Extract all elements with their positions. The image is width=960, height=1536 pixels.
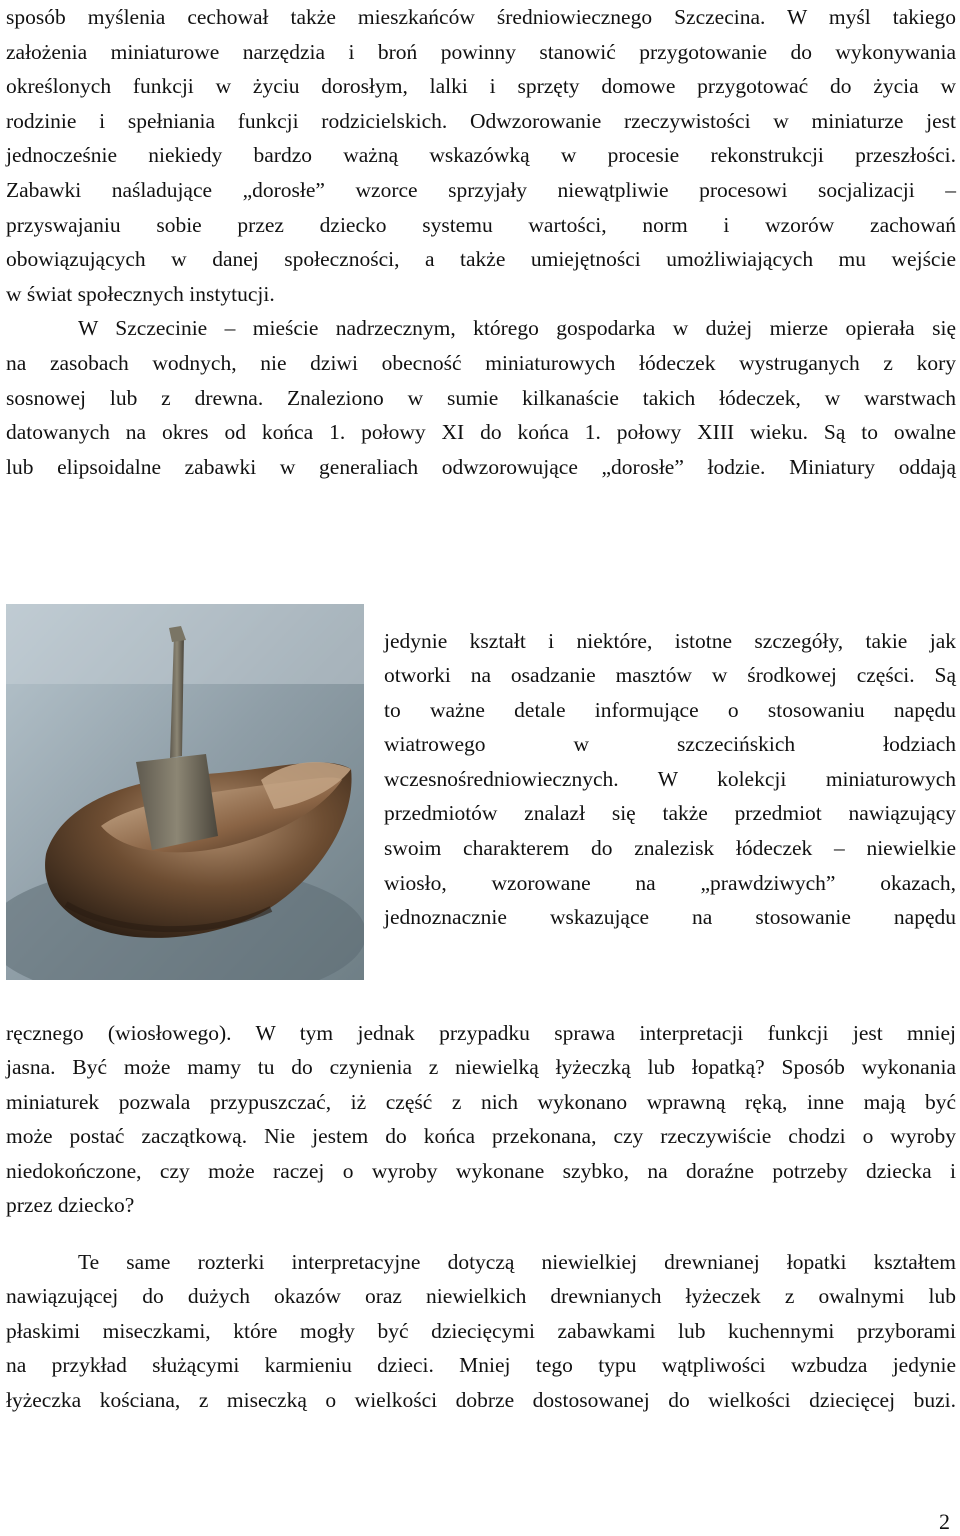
text-line: przez dziecko? [6,1193,135,1218]
text-line: ręcznego (wiosłowego). W tym jednak przypadku sprawa interpretacji funkcji jest mniej [6,1020,956,1045]
page-number: 2 [939,1509,950,1534]
text-line: wiosło, wzorowane na „prawdziwych” okazach, [384,870,956,895]
text-line: może postać zaczątkową. Nie jestem do końca przekonana, czy rzeczywiście chodzi o wyroby [6,1124,956,1149]
text-line: przyswajaniu sobie przez dziecko systemu wartości, norm i wzorów zachowań [6,212,956,237]
text-line: wiatrowego w szczecińskich łodziach [384,732,956,757]
text-line: wczesnośredniowiecznych. W kolekcji miniaturowych [384,766,956,791]
text-line: jasna. Być może mamy tu do czynienia z niewielką łyżeczką lub łopatką? Sposób wykonania [6,1055,956,1080]
text-line: datowanych na okres od końca 1. połowy XI do końca 1. połowy XIII wieku. Są to owalne [6,420,956,445]
text-line: sposób myślenia cechował także mieszkańców średniowiecznego Szczecina. W myśl takiego [6,5,956,29]
text-line: jednoznacznie wskazujące na stosowanie napędu [384,905,956,930]
text-line: otworki na osadzanie masztów w środkowej części. Są [384,663,956,688]
text-line: swoim charakterem do znalezisk łódeczek – niewielkie [384,836,956,861]
side-text-block [384,598,956,961]
miniature-boat-photo [6,604,364,980]
text-line: W Szczecinie – mieście nadrzecznym, którego gospodarka w dużej mierze opierała się [78,316,956,341]
text-line: rodzinie i spełniania funkcji rodzicielskich. Odwzorowanie rzeczywistości w miniaturze jest [6,108,956,133]
text-line: na zasobach wodnych, nie dziwi obecność miniaturowych łódeczek wystruganych z kory [6,350,956,375]
text-line: określonych funkcji w życiu dorosłym, lalki i sprzęty domowe przygotować do życia w [6,74,956,99]
paragraph-boats [6,307,956,489]
lower-text-block [6,990,956,1444]
document-page [6,0,956,489]
text-line: lub elipsoidalne zabawki w generaliach odwzorowujące „dorosłe” łodzie. Miniatury oddają [6,454,956,479]
text-line: na przykład służącymi karmieniu dzieci. Mniej tego typu wątpliwości wzbudza jedynie [6,1353,956,1378]
text-line: Te same rozterki interpretacyjne dotyczą niewielkiej drewnianej łopatki kształtem [78,1249,956,1274]
text-line: przedmiotów znalazł się także przedmiot nawiązujący [384,801,956,826]
text-line: obowiązujących w danej społeczności, a także umiejętności umożliwiających mu wejście [6,247,956,272]
paragraph-socialization [6,0,956,316]
text-line: Zabawki naśladujące „dorosłe” wzorce sprzyjały niewątpliwie procesowi socjalizacji – [6,177,956,202]
paragraph-spoons [6,1241,956,1423]
text-line: nawiązującej do dużych okazów oraz niewielkich drewnianych łyżeczek z owalnymi lub [6,1284,956,1309]
text-line: to ważne detale informujące o stosowaniu napędu [384,697,956,722]
text-line: jedynie kształt i niektóre, istotne szczegóły, takie jak [384,628,956,653]
text-line: sosnowej lub z drewna. Znaleziono w sumie kilkanaście takich łódeczek, w warstwach [6,385,956,410]
text-line: w świat społecznych instytucji. [6,281,275,306]
text-line: płaskimi miseczkami, które mogły być dziecięcymi zabawkami lub kuchennymi przyborami [6,1318,956,1343]
text-line: łyżeczka kościana, z miseczką o wielkości dobrze dostosowanej do wielkości dziecięcej buzi. [6,1387,956,1412]
text-line: niedokończone, czy może raczej o wyroby wykonane szybko, na doraźne potrzeby dziecka i [6,1158,956,1183]
text-line: jednocześnie niekiedy bardzo ważną wskazówką w procesie rekonstrukcji przeszłości. [6,143,956,168]
text-line: założenia miniaturowe narzędzia i broń powinny stanowić przygotowanie do wykonywania [6,39,956,64]
text-line: miniaturek pozwala przypuszczać, iż część z nich wykonano wprawną ręką, inne mają być [6,1089,956,1114]
paragraph-oar [6,1012,956,1229]
